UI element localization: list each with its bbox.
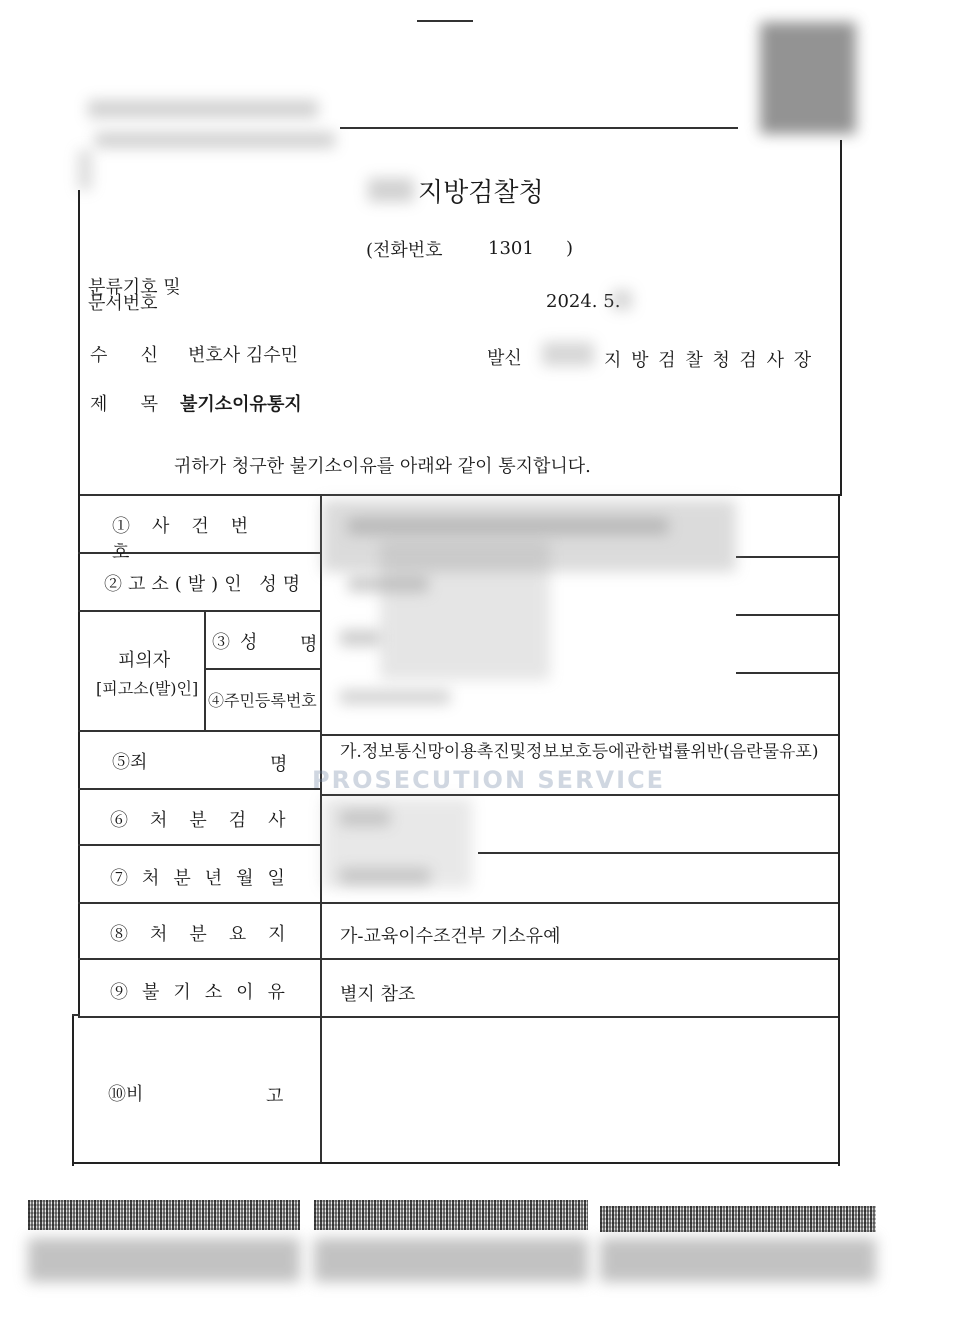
blurred-margin bbox=[78, 150, 92, 190]
blurred-case-no-text bbox=[348, 518, 668, 534]
document-date: 2024. 5. bbox=[546, 291, 621, 312]
right-border-upper bbox=[840, 140, 842, 496]
label-complainant: ②고소(발)인 성명 bbox=[104, 574, 307, 595]
suspect-divider bbox=[204, 610, 206, 730]
value-line-3 bbox=[736, 672, 838, 674]
classification-label: 분류기호 및 문서번호 bbox=[88, 277, 181, 314]
phone-close: ) bbox=[566, 238, 574, 259]
sender-label: 발신 bbox=[487, 348, 522, 369]
top-line bbox=[340, 127, 738, 129]
blurred-lower-block bbox=[322, 798, 472, 888]
row-line-3 bbox=[204, 668, 322, 670]
label-disposal-date: ⑦처분년월일 bbox=[110, 868, 299, 889]
blurred-stamp bbox=[760, 22, 856, 134]
blurred-footer-2 bbox=[314, 1238, 588, 1282]
label-case-no: ①사건번호 bbox=[112, 516, 271, 563]
crime-value: 가.정보통신망이용촉진및정보보호등에관한법률위반(음란물유포) bbox=[340, 742, 819, 762]
table-left-upper bbox=[78, 494, 80, 1014]
label-crime: ⑤죄 bbox=[112, 752, 148, 773]
top-dash bbox=[417, 20, 473, 22]
value-line-6 bbox=[478, 852, 838, 854]
label-prosecutor: ⑥처분검사 bbox=[110, 810, 308, 831]
blurred-resident-no bbox=[340, 690, 450, 704]
table-top bbox=[78, 494, 840, 496]
table-bottom bbox=[72, 1162, 840, 1164]
phone-label: (전화번호 bbox=[366, 240, 443, 261]
blurred-name bbox=[340, 630, 380, 646]
row-line-7 bbox=[78, 902, 838, 904]
subject-label: 제 목 bbox=[90, 394, 158, 415]
blurred-sender-prefix bbox=[542, 342, 594, 366]
blurred-office-prefix bbox=[368, 178, 414, 202]
row-line-5 bbox=[78, 788, 322, 790]
table-left-lower bbox=[72, 1014, 74, 1166]
table-right bbox=[838, 494, 840, 1166]
label-remarks: ⑩비 bbox=[108, 1084, 144, 1105]
label-reason: ⑨불기소이유 bbox=[110, 982, 299, 1003]
intro-text: 귀하가 청구한 불기소이유를 아래와 같이 통지합니다. bbox=[174, 456, 591, 477]
seal-strip-3 bbox=[600, 1206, 876, 1232]
blurred-date-day bbox=[612, 290, 632, 310]
row-line-2 bbox=[78, 610, 322, 612]
sender-value: 지 방 검 찰 청 검 사 장 bbox=[604, 350, 812, 371]
value-line-5 bbox=[322, 794, 838, 796]
row-line-8 bbox=[78, 958, 838, 960]
blurred-header-line-1 bbox=[88, 100, 318, 118]
label-crime-2: 명 bbox=[270, 754, 288, 775]
blurred-footer-3 bbox=[600, 1238, 876, 1282]
blurred-header-line-2 bbox=[95, 132, 335, 148]
label-disposal-summary: ⑧처분요지 bbox=[110, 924, 308, 945]
label-remarks-2: 고 bbox=[266, 1086, 284, 1107]
label-name-2: 명 bbox=[300, 634, 318, 655]
phone-number: 1301 bbox=[488, 238, 534, 259]
seal-strip-1 bbox=[28, 1200, 300, 1230]
label-suspect-sub: [피고소(발)인] bbox=[96, 679, 199, 698]
blurred-center-block bbox=[380, 540, 550, 680]
row-line-4 bbox=[78, 730, 322, 732]
label-resident-no: ④주민등록번호 bbox=[208, 691, 317, 710]
recipient-value: 변호사 김수민 bbox=[188, 345, 299, 366]
label-name: ③성 bbox=[212, 632, 268, 653]
blurred-footer-1 bbox=[28, 1238, 300, 1282]
office-title: 지방검찰청 bbox=[418, 178, 544, 208]
label-suspect: 피의자 bbox=[118, 650, 171, 671]
watermark-text: PROSECUTION SERVICE bbox=[312, 766, 666, 794]
seal-strip-2 bbox=[314, 1200, 588, 1230]
left-border-upper bbox=[78, 190, 80, 496]
subject-value: 불기소이유통지 bbox=[180, 394, 302, 415]
value-line-1 bbox=[736, 556, 838, 558]
reason-value: 별지 참조 bbox=[340, 984, 416, 1005]
row-line-9 bbox=[78, 1016, 838, 1018]
disposal-summary-value: 가-교육이수조건부 기소유예 bbox=[340, 926, 561, 947]
recipient-label: 수 신 bbox=[90, 345, 158, 366]
row-line-6 bbox=[78, 844, 322, 846]
value-line-2 bbox=[736, 614, 838, 616]
value-line-4 bbox=[322, 734, 838, 736]
